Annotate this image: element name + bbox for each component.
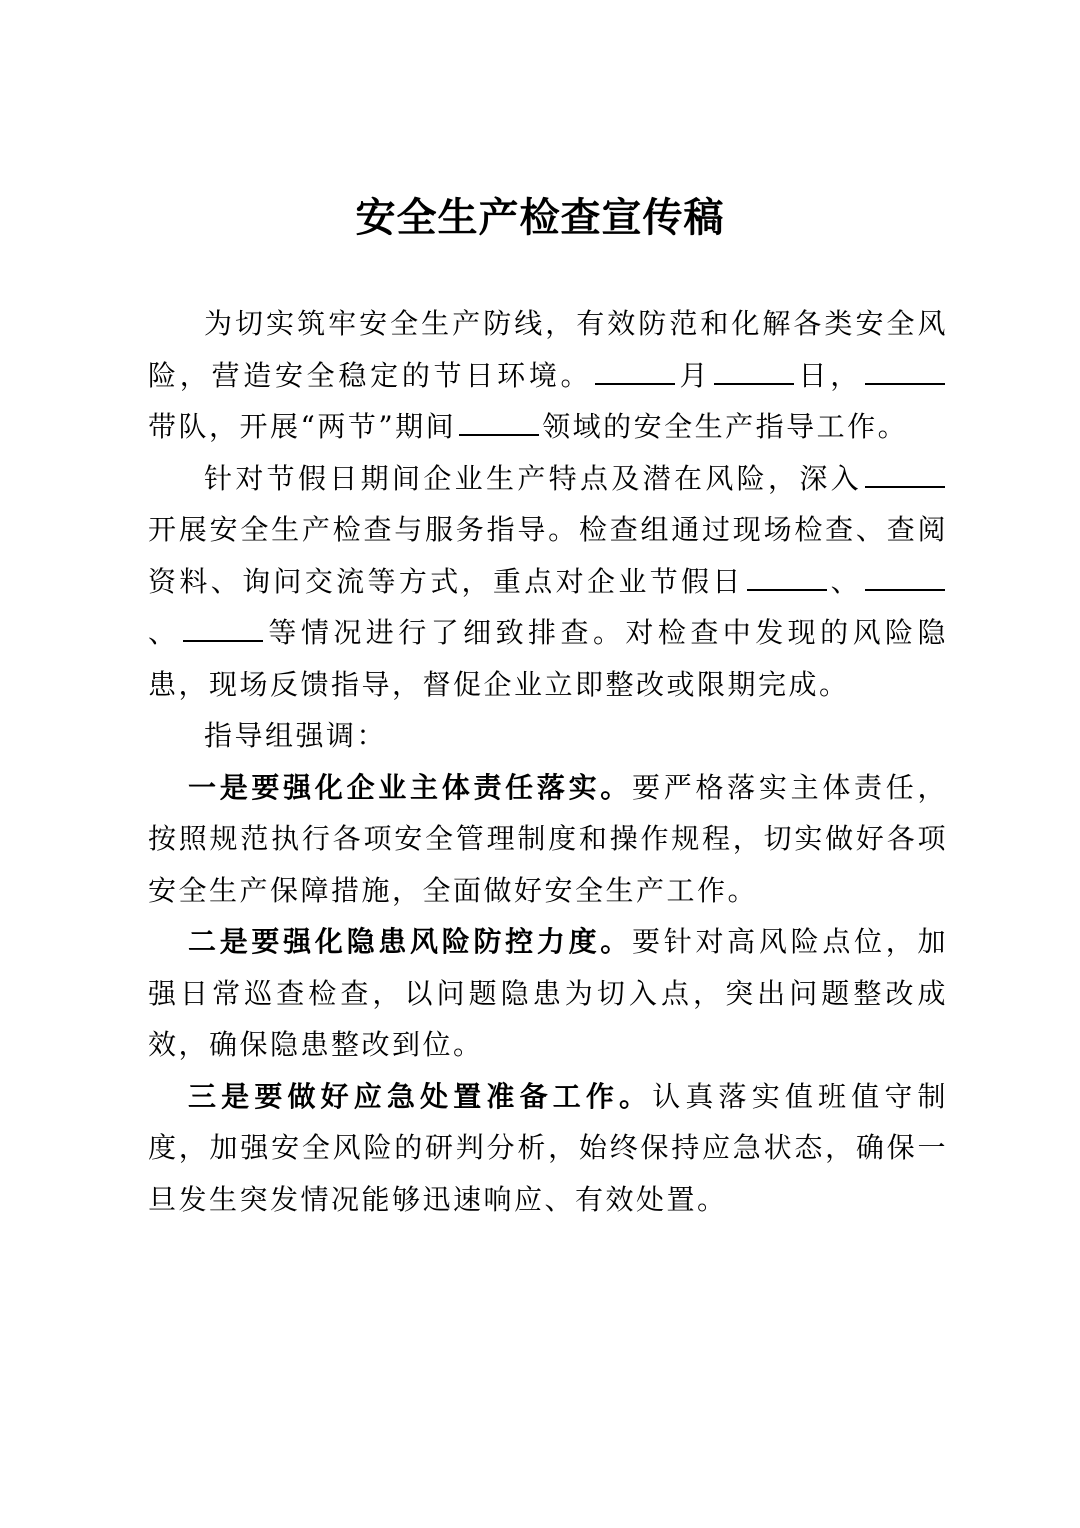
intro-text-3: 领域的安全生产指导工作。 [542,410,909,443]
inspection-text-2: 开展安全生产检查与服务指导。检查组通过现场检查、查阅资料、询问交流等方式，重点对企业节假日 [148,513,948,598]
target-blank [865,460,945,488]
inspection-text-3: 等情况进行了细致排查。对检查中发现的风险隐患，现场反馈指导，督促企业立即整改或限期完成。 [148,616,948,701]
intro-text-1: 为切实筑牢安全生产防线，有效防范和化解各类安全风险，营造安全稳定的节日环境。 [148,307,948,392]
guide-heading: 指导组强调： [204,719,388,752]
point-lead-1: 一是要强化企业主体责任落实。 [188,770,633,804]
document-title: 安全生产检查宣传稿 [355,194,725,241]
month-label: 月 [678,358,712,392]
point-text-3: 认真落实值班值守制度，加强安全风险的研判分析，始终保持应急状态，确保一旦发生突发情况能够迅速响应、有效处置。 [148,1079,948,1216]
point-lead-2: 二是要强化隐患风险防控力度。 [188,925,633,958]
point-paragraph-3 [148,1071,948,1226]
point-text-1: 要严格落实主体责任，按照规范执行各项安全管理制度和操作规程，切实做好各项安全生产保障措施，全面做好安全生产工作。 [148,770,948,907]
inspection-paragraph [148,453,948,711]
field-blank [459,408,539,436]
point-text-2: 要针对高风险点位，加强日常巡查检查，以问题隐患为切入点，突出问题整改成效，确保隐患整改到位。 [148,925,948,1061]
point-paragraph-2 [148,916,948,1071]
intro-paragraph [148,298,948,453]
leader-blank [865,357,945,385]
inspection-separator-2: 、 [148,616,181,649]
item-blank-2 [865,563,945,591]
document-body [148,298,948,1225]
item-blank-1 [747,563,827,591]
inspection-text-1: 针对节假日期间企业生产特点及潜在风险，深入 [204,461,862,495]
day-blank [714,357,794,385]
month-blank [595,357,675,385]
item-blank-3 [183,614,263,642]
point-lead-3: 三是要做好应急处置准备工作。 [188,1079,653,1113]
point-paragraph-1 [148,762,948,917]
inspection-separator-1: 、 [829,564,862,598]
day-label: 日， [797,358,862,392]
intro-text-2: 带队，开展“两节”期间 [148,410,457,443]
